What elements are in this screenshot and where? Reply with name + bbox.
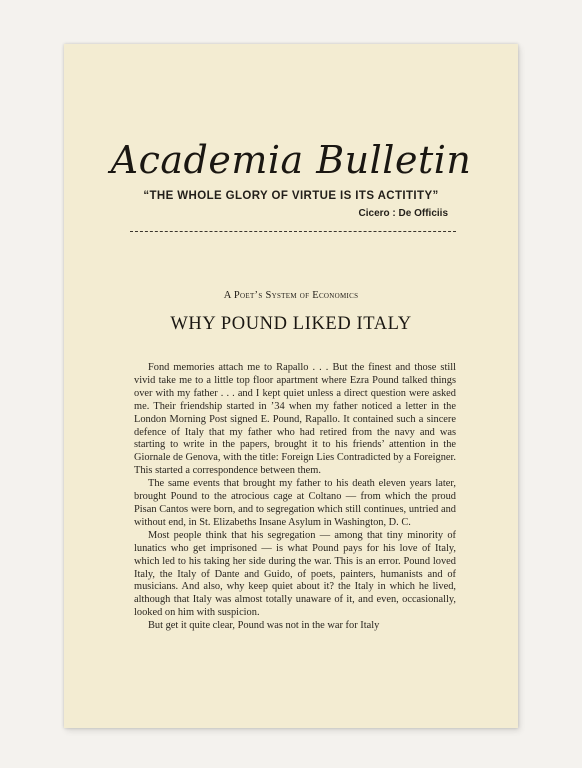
article-paragraph: But get it quite clear, Pound was not in the war for Italy <box>148 620 380 632</box>
motto-attribution: Cicero : De Officiis <box>358 208 448 219</box>
bulletin-motto: “THE WHOLE GLORY OF VIRTUE IS ITS ACTITITY” <box>143 190 439 202</box>
article-paragraph: Fond memories attach me to Rapallo . . . But the finest and those still vivid take me to a little top floor apartment where Ezra Pound talked things over with my father . . . and I kept quiet unless a direct question were asked me. Their friendship started in ’34 when my father noticed a letter in the London Morning Post signed E. Pound, Rapallo. It contained such a sincere defence of Italy that my father who had retired from the navy and was starting to write in the papers, brought it to his friends’ attention in the Giornale de Genova, with the title: Foreign Lies Contradicted by a Foreigner. This started a correspondence between them. <box>134 362 456 477</box>
article-paragraph: Most people think that his segregation — among that tiny minority of lunatics who get imprisoned — is what Pound pays for his love of Italy, which led to his taking her side during the war. This is an error. Pound loved Italy, the Italy of Dante and Guido, of poets, painters, humanists and of musicians. And also, why keep quiet about it? the Italy in which he lived, although that Italy was almost totally unaware of it, and even, occasionally, looked on him with suspicion. <box>134 529 456 619</box>
article-headline: WHY POUND LIKED ITALY <box>170 314 412 334</box>
dashed-divider <box>130 231 456 232</box>
article-body <box>134 362 456 633</box>
article-kicker: A Poet’s System of Economics <box>223 290 359 301</box>
bulletin-page <box>64 44 518 728</box>
article-paragraph: The same events that brought my father to his death eleven years later, brought Pound to the atrocious cage at Coltano — from which the proud Pisan Cantos were born, and to segregation which still continues, untried and without end, in St. Elizabeths Insane Asylum in Washington, D. C. <box>134 478 456 528</box>
bulletin-title: Academia Bulletin <box>110 138 472 182</box>
